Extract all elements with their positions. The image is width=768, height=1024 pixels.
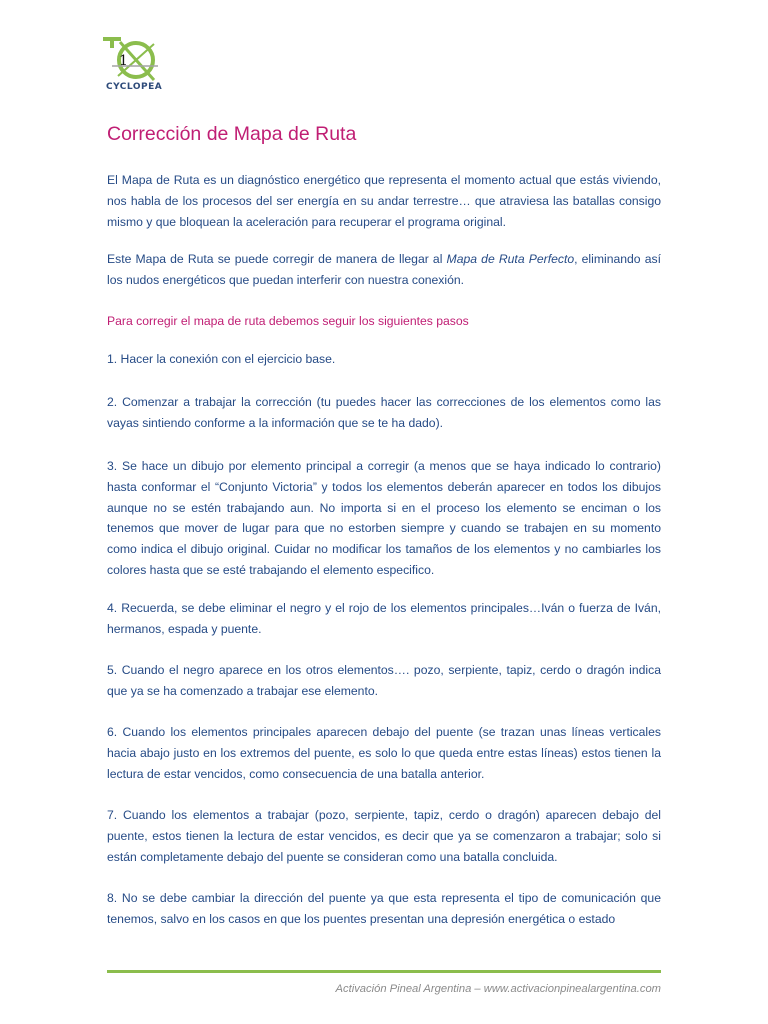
- steps-subtitle: [107, 311, 661, 332]
- step-5: [107, 660, 661, 702]
- step-text: 5. Cuando el negro aparece en los otros elementos…. pozo, serpiente, tapiz, cerdo o dragón indica que ya se ha comenzado a trabajar ese elemento.: [107, 663, 661, 698]
- intro-paragraph: [107, 170, 661, 232]
- logo-brand-text: CYCLOPEA: [106, 82, 163, 92]
- step-text: 6. Cuando los elementos principales aparecen debajo del puente (se trazan unas líneas verticales hacia abajo justo en los extremos del puente, es solo lo que queda entre estas líneas) estos tienen la lectura de estar vencidos, como consecuencia de una batalla anterior.: [107, 725, 661, 781]
- paragraph-text: El Mapa de Ruta es un diagnóstico energético que representa el momento actual que estás viviendo, nos habla de los procesos del ser energía en su andar terrestre… que atraviesa las batallas consigo mismo y que bloquean la aceleración para recuperar el programa original.: [107, 173, 661, 229]
- step-4: [107, 598, 661, 640]
- step-text: 3. Se hace un dibujo por elemento principal a corregir (a menos que se haya indicado lo contrario) hasta conformar el “Conjunto Victoria” y todos los elementos deberán aparecer en todos los dibujos aunque no se estén trabajando aun. No importa si en el proceso los elemento se enciman o los tenemos que mover de lugar para que no estorben siempre y cuando se trabajen en su momento como indica el dibujo original. Cuidar no modificar los tamaños de los elementos y no cambiarles los colores hasta que se esté trabajando el elemento especifico.: [107, 459, 661, 577]
- logo-mark-icon: [100, 36, 170, 84]
- page-title: Corrección de Mapa de Ruta: [107, 123, 357, 145]
- step-3: [107, 456, 661, 581]
- step-6: [107, 722, 661, 784]
- subtitle-text: Para corregir el mapa de ruta debemos seguir los siguientes pasos: [107, 314, 469, 328]
- correction-paragraph: [107, 249, 661, 291]
- logo-number: 1: [119, 53, 128, 69]
- paragraph-text-c: , eliminando así los nudos energéticos que puedan interferir con nuestra conexión.: [107, 252, 661, 287]
- step-text: 8. No se debe cambiar la dirección del puente ya que esta representa el tipo de comunicación que tenemos, salvo en los casos en que los puentes presentan una depresión energética o estado: [107, 891, 661, 926]
- footer-text: Activación Pineal Argentina – www.activacionpinealargentina.com: [335, 983, 661, 995]
- step-7: [107, 805, 661, 867]
- paragraph-emphasis: Mapa de Ruta Perfecto: [446, 252, 575, 266]
- footer-divider: [107, 970, 661, 973]
- step-1: [107, 349, 661, 370]
- paragraph-text-a: Este Mapa de Ruta se puede corregir de manera de llegar al: [107, 252, 447, 266]
- step-text: 1. Hacer la conexión con el ejercicio base.: [107, 352, 336, 366]
- step-text: 2. Comenzar a trabajar la corrección (tu puedes hacer las correcciones de los elementos como las vayas sintiendo conforme a la información que se te ha dado).: [107, 395, 661, 430]
- step-text: 7. Cuando los elementos a trabajar (pozo, serpiente, tapiz, cerdo o dragón) aparecen debajo del puente, estos tienen la lectura de estar vencidos, es decir que ya se comenzaron a trabajar; solo si están completamente debajo del puente se consideran como una batalla concluida.: [107, 808, 661, 864]
- step-text: 4. Recuerda, se debe eliminar el negro y el rojo de los elementos principales…Iván o fuerza de Iván, hermanos, espada y puente.: [107, 601, 661, 636]
- step-2: [107, 392, 661, 434]
- step-8: [107, 888, 661, 930]
